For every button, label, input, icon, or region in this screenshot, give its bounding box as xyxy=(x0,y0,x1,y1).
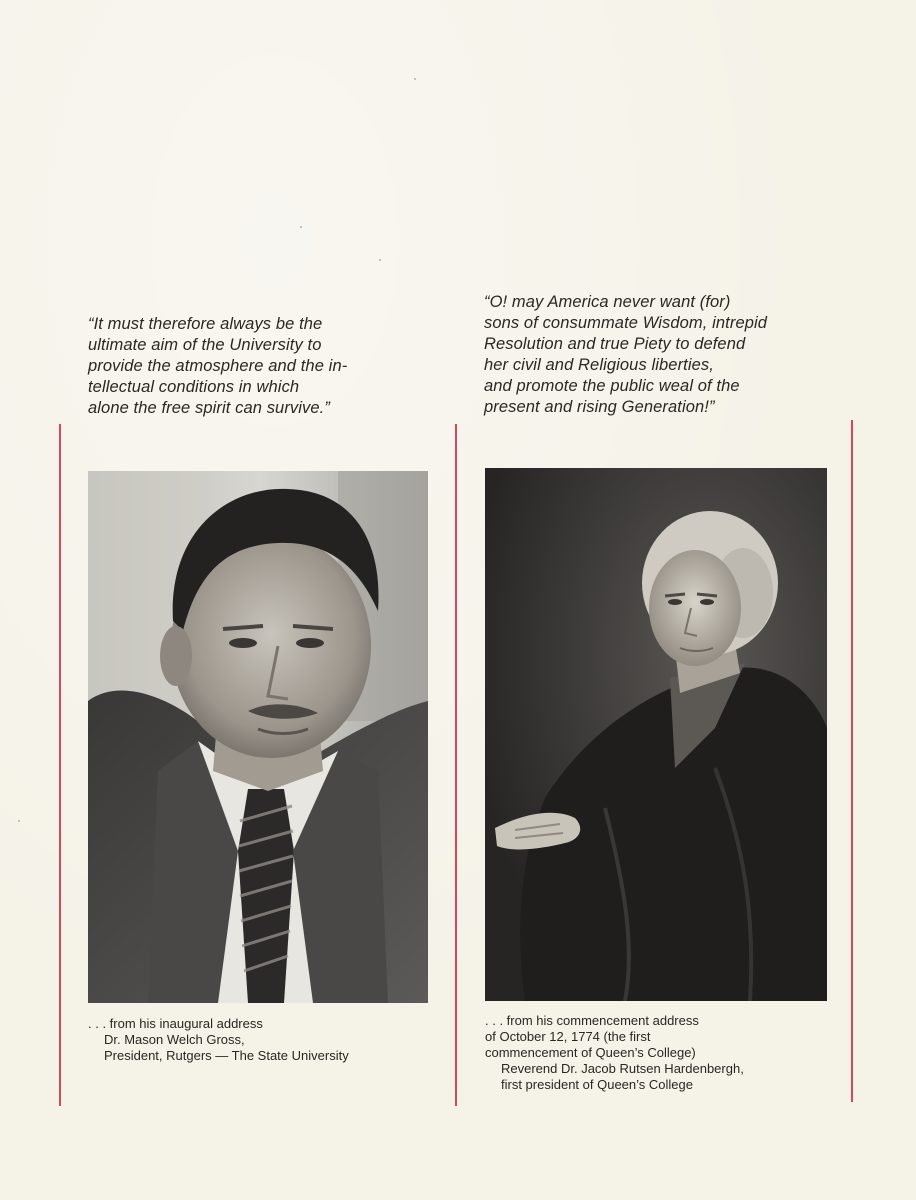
paper-speck xyxy=(300,226,302,228)
red-rule-right xyxy=(851,420,853,1102)
quote-hardenbergh: “O! may America never want (for) sons of consummate Wisdom, intrepid Resolution and true Piety to defend her civil and Religious liberties, and promote the public weal of the present and rising Generation!” xyxy=(484,293,768,416)
paper-speck xyxy=(18,820,20,822)
caption-name: Reverend Dr. Jacob Rutsen Hardenbergh, xyxy=(501,1061,744,1076)
caption-hardenbergh xyxy=(485,1013,825,1093)
red-rule-center xyxy=(455,424,457,1106)
caption-line: of October 12, 1774 (the first xyxy=(485,1029,651,1044)
caption-gross xyxy=(88,1016,428,1064)
painted-portrait-icon xyxy=(485,468,827,1001)
caption-line: . . . from his commencement address xyxy=(485,1013,699,1028)
portrait-photo-icon xyxy=(88,471,428,1003)
caption-line: commencement of Queen’s College) xyxy=(485,1045,696,1060)
caption-title: President, Rutgers — The State University xyxy=(104,1048,349,1063)
paper-speck xyxy=(414,78,416,80)
quote-gross: “It must therefore always be the ultimate aim of the University to provide the atmosphere and the in- tellectual conditions in which alone the free spirit can survive.” xyxy=(88,315,348,417)
paper-speck xyxy=(379,259,381,261)
caption-name: Dr. Mason Welch Gross, xyxy=(104,1032,245,1047)
caption-title: first president of Queen’s College xyxy=(501,1077,693,1092)
red-rule-left xyxy=(59,424,61,1106)
caption-line: . . . from his inaugural address xyxy=(88,1016,263,1031)
